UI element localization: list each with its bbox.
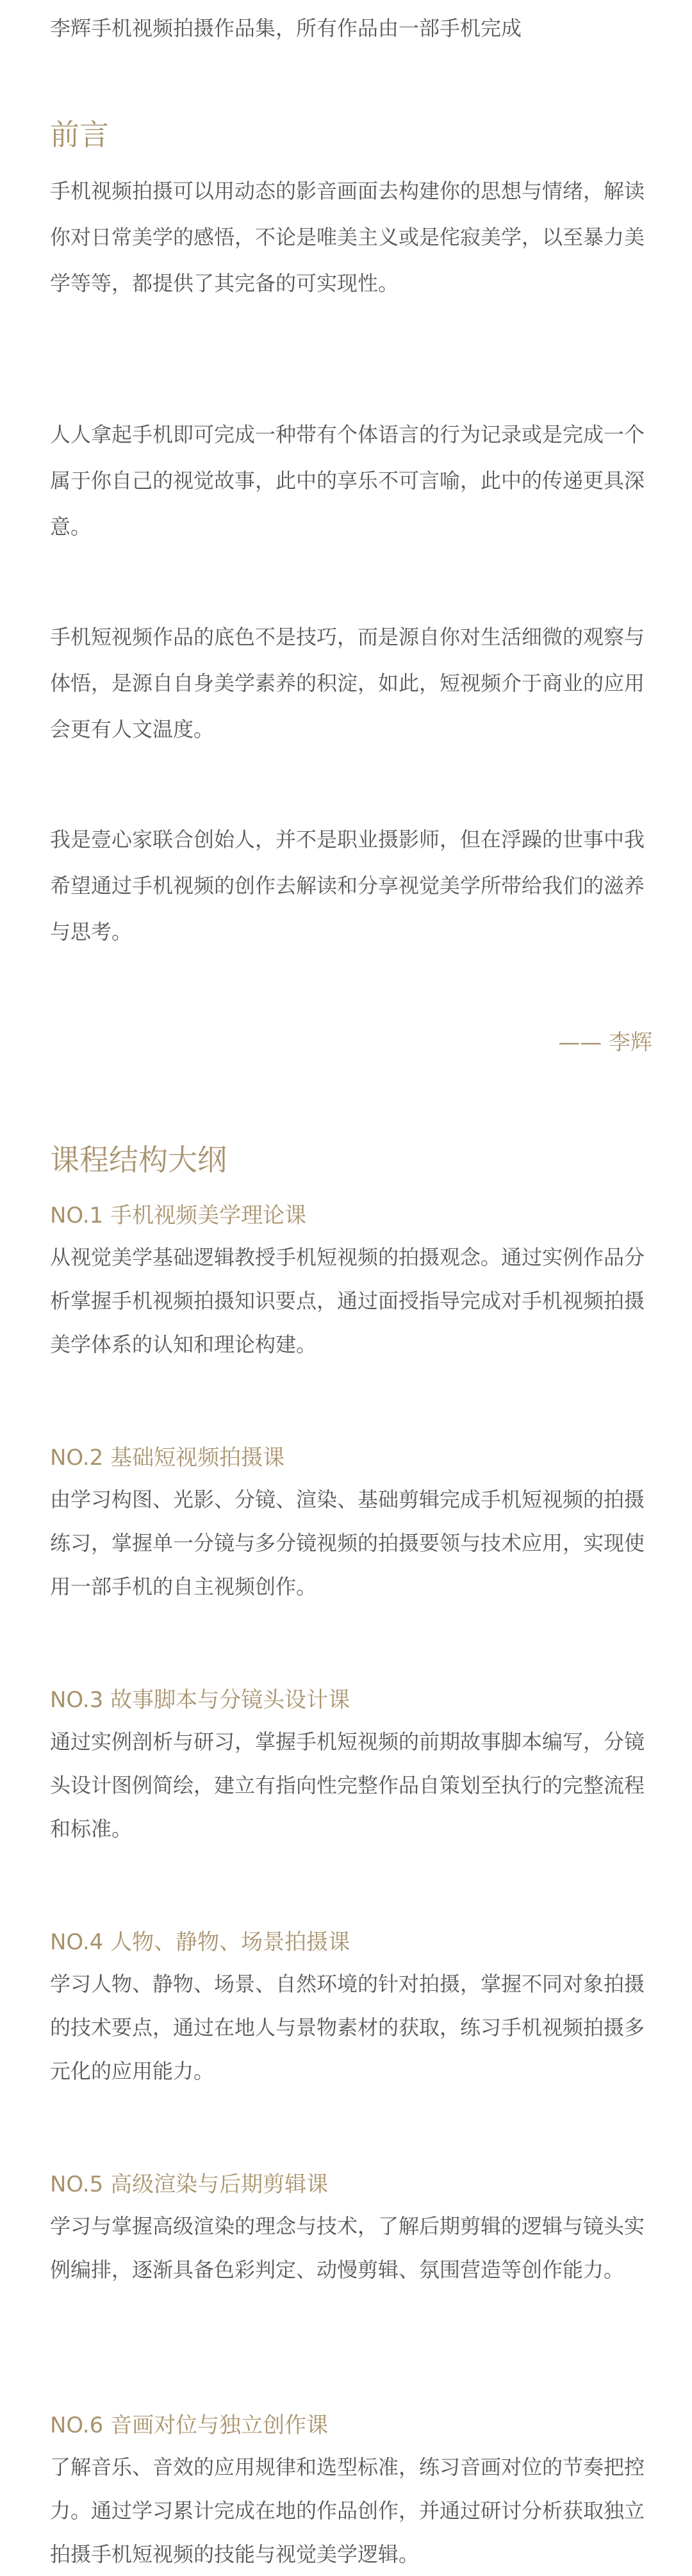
course-title: NO.5 高级渲染与后期剪辑课: [50, 2172, 329, 2197]
course-description: 了解音乐、音效的应用规律和选型标准，练习音画对位的节奏把控力。通过学习累计完成在地的作品创作，并通过研讨分析获取独立拍摄手机短视频的技能与视觉美学逻辑。: [50, 2455, 645, 2566]
preface-paragraph: 我是壹心家联合创始人，并不是职业摄影师，但在浮躁的世事中我希望通过手机视频的创作去解读和分享视觉美学所带给我们的滋养与思考。: [50, 827, 645, 944]
intro-line: 李辉手机视频拍摄作品集，所有作品由一部手机完成: [50, 16, 522, 40]
course-description: 学习与掌握高级渲染的理念与技术，了解后期剪辑的逻辑与镜头实例编排，逐渐具备色彩判定、动慢剪辑、氛围营造等创作能力。: [50, 2214, 645, 2282]
course-description: 由学习构图、光影、分镜、渲染、基础剪辑完成手机短视频的拍摄练习，掌握单一分镜与多分镜视频的拍摄要领与技术应用，实现使用一部手机的自主视频创作。: [50, 1487, 645, 1599]
course-description: 通过实例剖析与研习，掌握手机短视频的前期故事脚本编写，分镜头设计图例简绘，建立有指向性完整作品自策划至执行的完整流程和标准。: [50, 1730, 645, 1841]
course-title: NO.3 故事脚本与分镜头设计课: [50, 1687, 350, 1713]
course-title: NO.1 手机视频美学理论课: [50, 1203, 307, 1228]
course-title: NO.2 基础短视频拍摄课: [50, 1445, 285, 1471]
preface-paragraph: 手机视频拍摄可以用动态的影音画面去构建你的思想与情绪，解读你对日常美学的感悟，不论是唯美主义或是侘寂美学，以至暴力美学等等，都提供了其完备的可实现性。: [50, 179, 645, 295]
preface-heading: 前言: [50, 117, 109, 152]
preface-paragraph: 人人拿起手机即可完成一种带有个体语言的行为记录或是完成一个属于你自己的视觉故事，此中的享乐不可言喻，此中的传递更具深意。: [50, 422, 645, 539]
course-title: NO.4 人物、静物、场景拍摄课: [50, 1929, 350, 1955]
course-title: NO.6 音画对位与独立创作课: [50, 2413, 329, 2438]
preface-paragraph: 手机短视频作品的底色不是技巧，而是源自你对生活细微的观察与体悟，是源自自身美学素养的积淀，如此，短视频介于商业的应用会更有人文温度。: [50, 625, 645, 741]
outline-heading: 课程结构大纲: [50, 1143, 227, 1177]
course-description: 从视觉美学基础逻辑教授手机短视频的拍摄观念。通过实例作品分析掌握手机视频拍摄知识要点，通过面授指导完成对手机视频拍摄美学体系的认知和理论构建。: [50, 1245, 645, 1357]
course-description: 学习人物、静物、场景、自然环境的针对拍摄，掌握不同对象拍摄的技术要点，通过在地人与景物素材的获取，练习手机视频拍摄多元化的应用能力。: [50, 1972, 645, 2083]
preface-signature: —— 李辉: [558, 1030, 652, 1055]
